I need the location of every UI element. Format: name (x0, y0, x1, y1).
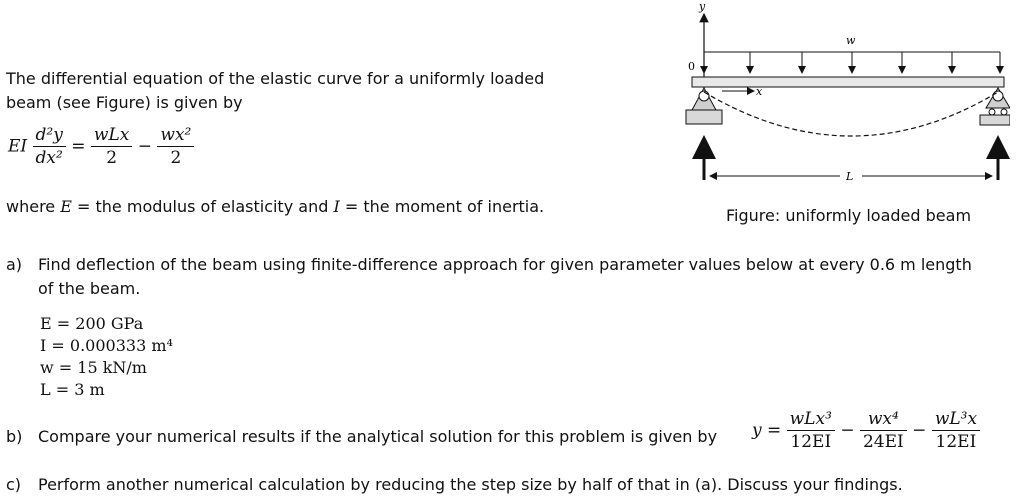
right-roller-icon (993, 91, 1003, 101)
eq-lhs-fraction (33, 124, 66, 169)
eq-lhs-coef: EI (8, 136, 28, 157)
eq-minus: − (137, 136, 152, 157)
length-L-label: L (846, 170, 854, 183)
left-support-base (686, 110, 722, 124)
part-c-marker: c) (6, 475, 22, 494)
eq-term2-num: wx² (157, 124, 194, 147)
eq-term1-fraction (91, 124, 132, 169)
param-L: L = 3 m (40, 380, 105, 399)
analytical-solution (752, 408, 980, 453)
eq-term2-den: 2 (170, 148, 182, 168)
where-line (6, 196, 544, 218)
part-a-line-2: of the beam. (38, 279, 141, 298)
param-w: w = 15 kN/m (40, 358, 147, 377)
part-b-text: Compare your numerical results if the analytical solution for this problem is given by (38, 427, 718, 446)
sol-f2-num: wx⁴ (860, 408, 907, 431)
sol-fraction-1 (787, 408, 835, 453)
where-I-symbol: I (333, 197, 340, 216)
elastic-curve (704, 92, 998, 136)
sol-f2-den: 24EI (862, 432, 904, 452)
intro-line-1: The differential equation of the elastic curve for a uniformly loaded (6, 69, 545, 88)
sol-f3-num: wL³x (932, 408, 980, 431)
sol-minus-1: − (840, 420, 855, 441)
right-support-base (980, 115, 1010, 125)
eq-equals: = (71, 136, 86, 157)
eq-term2-fraction (157, 124, 194, 169)
sol-minus-2: − (912, 420, 927, 441)
sol-f1-num: wLx³ (787, 408, 835, 431)
beam-figure (680, 0, 1010, 195)
sol-fraction-3 (932, 408, 980, 453)
part-b-marker: b) (6, 427, 23, 446)
eq-lhs-num: d²y (33, 124, 66, 147)
where-E-symbol: E (60, 197, 72, 216)
y-axis-label: y (699, 0, 706, 13)
sol-f3-den: 12EI (935, 432, 977, 452)
eq-term1-num: wLx (91, 124, 132, 147)
sol-f1-den: 12EI (790, 432, 832, 452)
param-E: E = 200 GPa (40, 314, 144, 333)
part-a-marker: a) (6, 255, 23, 274)
eq-term1-den: 2 (106, 148, 118, 168)
param-I: I = 0.000333 m⁴ (40, 336, 173, 355)
where-I-def: = the moment of inertia. (344, 197, 545, 216)
roller-wheel-1 (989, 109, 995, 115)
load-w-label: w (846, 34, 856, 47)
beam (692, 77, 1004, 87)
part-a-line-1: Find deflection of the beam using finite-difference approach for given parameter values below at every 0.6 m length (38, 255, 972, 274)
sol-y-eq: y = (752, 420, 782, 441)
figure-caption: Figure: uniformly loaded beam (726, 206, 972, 225)
intro-line-2: beam (see Figure) is given by (6, 93, 243, 112)
differential-equation (8, 124, 194, 169)
x-axis-label: x (756, 85, 763, 98)
where-E-def: = the modulus of elasticity and (77, 197, 329, 216)
eq-lhs-den: dx² (35, 148, 63, 168)
origin-label: 0 (688, 60, 695, 73)
part-c-text: Perform another numerical calculation by reducing the step size by half of that in (a). Discuss your findings. (38, 475, 903, 494)
where-prefix: where (6, 197, 56, 216)
sol-fraction-2 (860, 408, 907, 453)
roller-wheel-2 (1001, 109, 1007, 115)
